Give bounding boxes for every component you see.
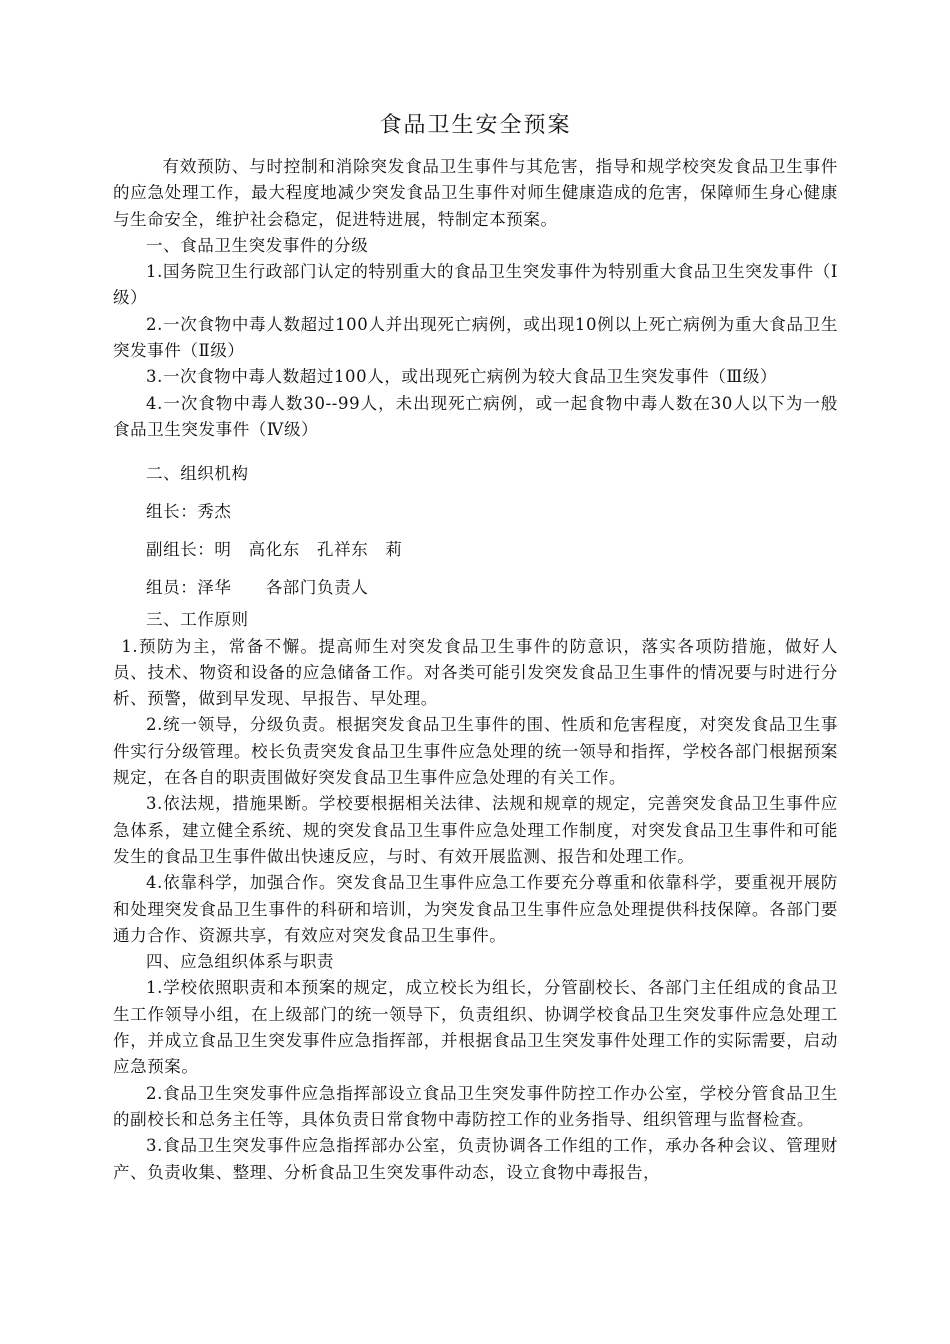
org-members: 组员：泽华 各部门负责人: [146, 578, 369, 598]
section-heading-grading: 一、食品卫生突发事件的分级: [146, 235, 369, 255]
emergency-item-2: 2.食品卫生突发事件应急指挥部设立食品卫生突发事件防控工作办公室，学校分管食品卫生的副校长和总务主任等，具体负责日常食物中毒防控工作的业务指导、组织管理与监督检查。: [113, 1083, 838, 1129]
section-heading-principles: 三、工作原则: [146, 610, 249, 630]
section-heading-organization: 二、组织机构: [146, 464, 249, 484]
grading-item-4: 4.一次食物中毒人数30--99人，未出现死亡病例，或一起食物中毒人数在30人以下为一般食品卫生突发事件（Ⅳ级）: [113, 393, 838, 439]
grading-item-2: 2.一次食物中毒人数超过100人并出现死亡病例，或出现10例以上死亡病例为重大食品卫生突发事件（Ⅱ级）: [113, 314, 838, 361]
grading-item-3: 3.一次食物中毒人数超过100人，或出现死亡病例为较大食品卫生突发事件（Ⅲ级）: [146, 367, 778, 387]
emergency-item-1: 1.学校依照职责和本预案的规定，成立校长为组长，分管副校长、各部门主任组成的食品卫生工作领导小组，在上级部门的统一领导下，负责组织、协调学校食品卫生突发事件应急处理工作，并成立食品卫生突发事件应急指挥部，并根据食品卫生突发事件处理工作的实际需要，启动应急预案。: [113, 978, 838, 1077]
principle-item-4: 4.依靠科学，加强合作。突发食品卫生事件应急工作要充分尊重和依靠科学，要重视开展防和处理突发食品卫生事件的科研和培训，为突发食品卫生事件应急处理提供科技保障。各部门要通力合作、资源共享，有效应对突发食品卫生事件。: [113, 873, 838, 945]
principle-item-2: 2.统一领导，分级负责。根据突发食品卫生事件的围、性质和危害程度，对突发食品卫生事件实行分级管理。校长负责突发食品卫生事件应急处理的统一领导和指挥，学校各部门根据预案规定，在各自的职责围做好突发食品卫生事件应急处理的有关工作。: [113, 715, 838, 788]
section-heading-emergency-system: 四、应急组织体系与职责: [146, 952, 335, 972]
principle-item-3: 3.依法规，措施果断。学校要根据相关法律、法规和规章的规定，完善突发食品卫生事件应急体系，建立健全系统、规的突发食品卫生事件应急处理工作制度，对突发食品卫生事件和可能发生的食品卫生事件做出快速反应，与时、有效开展监测、报告和处理工作。: [113, 794, 838, 866]
org-deputy: 副组长：明 高化东 孔祥东 莉: [146, 540, 403, 560]
grading-item-1: 1.国务院卫生行政部门认定的特别重大的食品卫生突发事件为特别重大食品卫生突发事件（Ⅰ级）: [113, 262, 838, 308]
intro-paragraph: 有效预防、与时控制和消除突发食品卫生事件与其危害，指导和规学校突发食品卫生事件的应急处理工作，最大程度地减少突发食品卫生事件对师生健康造成的危害，保障师生身心健康与生命安全，维护社会稳定，促进特进展，特制定本预案。: [113, 157, 838, 229]
document-title: 食品卫生安全预案: [379, 113, 572, 138]
emergency-item-3: 3.食品卫生突发事件应急指挥部办公室，负责协调各工作组的工作，承办各种会议、管理财产、负责收集、整理、分析食品卫生突发事件动态，设立食物中毒报告，: [113, 1136, 838, 1182]
principle-item-1: 1.预防为主，常备不懈。提高师生对突发食品卫生事件的防意识，落实各项防措施，做好人员、技术、物资和设备的应急储备工作。对各类可能引发突发食品卫生事件的情况要与时进行分析、预警，做到早发现、早报告、早处理。: [113, 636, 838, 709]
document-body: [113, 108, 838, 1186]
org-leader: 组长：秀杰: [146, 502, 232, 522]
